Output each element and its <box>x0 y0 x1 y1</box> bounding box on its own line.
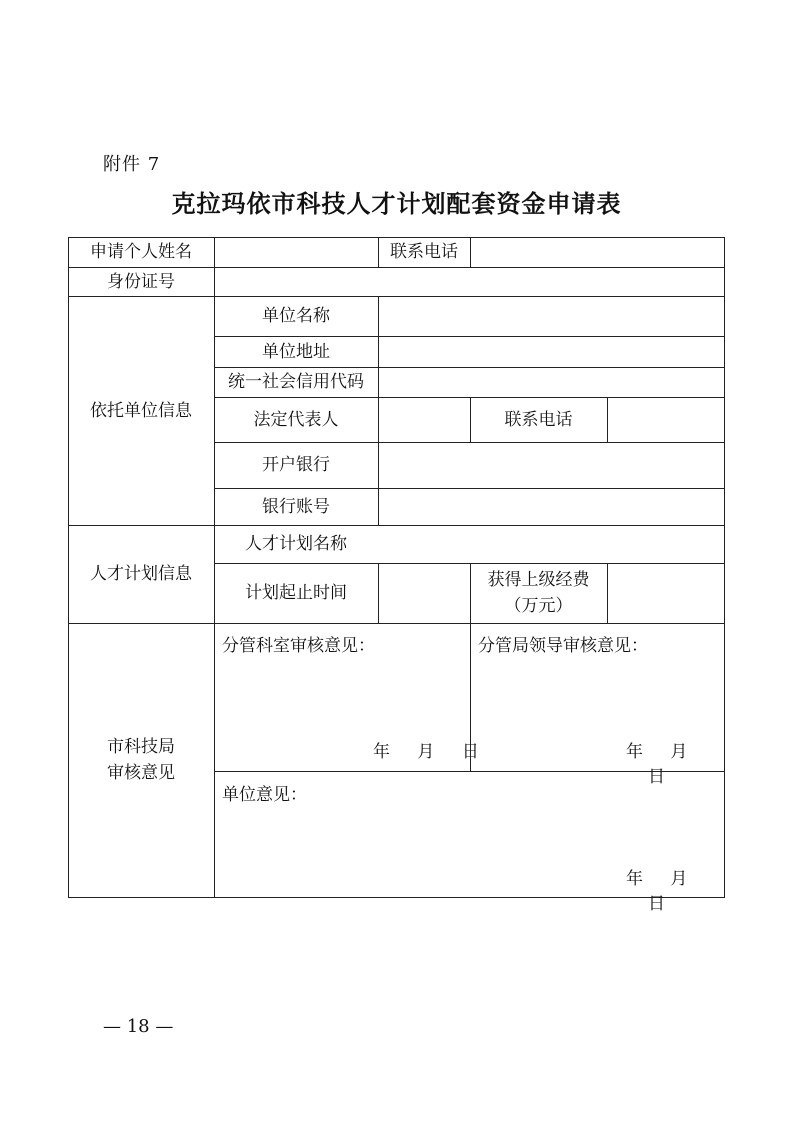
table-border-right <box>724 237 725 898</box>
dept-review-field[interactable] <box>215 657 469 747</box>
page-number: — 18 — <box>103 1016 174 1037</box>
attachment-label: 附件 7 <box>103 154 161 175</box>
legal-rep-field[interactable] <box>379 398 469 441</box>
talent-plan-name-label: 人才计划名称 <box>245 534 347 554</box>
bank-field[interactable] <box>379 443 724 487</box>
dept-review-label: 分管科室审核意见： <box>222 636 375 656</box>
id-number-label: 身份证号 <box>107 271 175 292</box>
plan-period-field[interactable] <box>379 564 469 622</box>
unit-opinion-date <box>626 864 725 914</box>
leader-review-field[interactable] <box>471 657 724 747</box>
date-year: 年 <box>373 742 390 762</box>
bank-account-label: 银行账号 <box>262 496 330 517</box>
date-day: 日 <box>648 767 665 787</box>
legal-rep-phone-field[interactable] <box>608 398 724 441</box>
contact-phone-label: 联系电话 <box>390 242 458 262</box>
superior-funding-label <box>470 563 607 623</box>
applicant-name-field[interactable] <box>215 238 377 266</box>
applicant-name-label: 申请个人姓名 <box>90 242 192 262</box>
date-month: 月 <box>417 742 435 762</box>
date-day: 日 <box>461 742 479 762</box>
superior-funding-unit: （万元） <box>504 596 573 616</box>
org-address-label: 单位地址 <box>262 341 330 362</box>
talent-plan-name-field[interactable] <box>379 526 724 562</box>
date-month: 月 <box>670 742 688 762</box>
date-year: 年 <box>626 869 643 889</box>
dept-review-date <box>373 737 479 762</box>
date-month: 月 <box>670 869 688 889</box>
review-section-label <box>68 623 214 897</box>
leader-review-date <box>626 737 725 787</box>
date-year: 年 <box>626 742 643 762</box>
contact-phone-field[interactable] <box>471 238 724 266</box>
plan-period-label: 计划起止时间 <box>245 583 347 603</box>
legal-rep-label: 法定代表人 <box>253 409 339 430</box>
review-section-label-line1: 市科技局 <box>107 737 175 757</box>
credit-code-label: 统一社会信用代码 <box>228 372 364 392</box>
credit-code-field[interactable] <box>379 368 724 396</box>
org-section-label: 依托单位信息 <box>90 400 192 421</box>
org-name-field[interactable] <box>379 297 724 335</box>
leader-review-label: 分管局领导审核意见： <box>478 636 648 656</box>
form-title: 克拉玛依市科技人才计划配套资金申请表 <box>171 189 622 218</box>
org-address-field[interactable] <box>379 337 724 366</box>
date-day: 日 <box>648 894 665 914</box>
unit-opinion-label: 单位意见： <box>222 785 307 805</box>
legal-rep-phone-label: 联系电话 <box>504 409 573 430</box>
org-name-label: 单位名称 <box>262 306 330 326</box>
application-form-table <box>68 237 725 914</box>
bank-label: 开户银行 <box>262 455 330 475</box>
id-number-field[interactable] <box>215 268 724 295</box>
unit-opinion-field[interactable] <box>215 805 724 860</box>
talent-section-label: 人才计划信息 <box>90 564 192 584</box>
superior-funding-field[interactable] <box>608 564 724 622</box>
review-section-label-line2: 审核意见 <box>107 763 175 783</box>
bank-account-field[interactable] <box>379 489 724 524</box>
superior-funding-text: 获得上级经费 <box>487 570 590 590</box>
